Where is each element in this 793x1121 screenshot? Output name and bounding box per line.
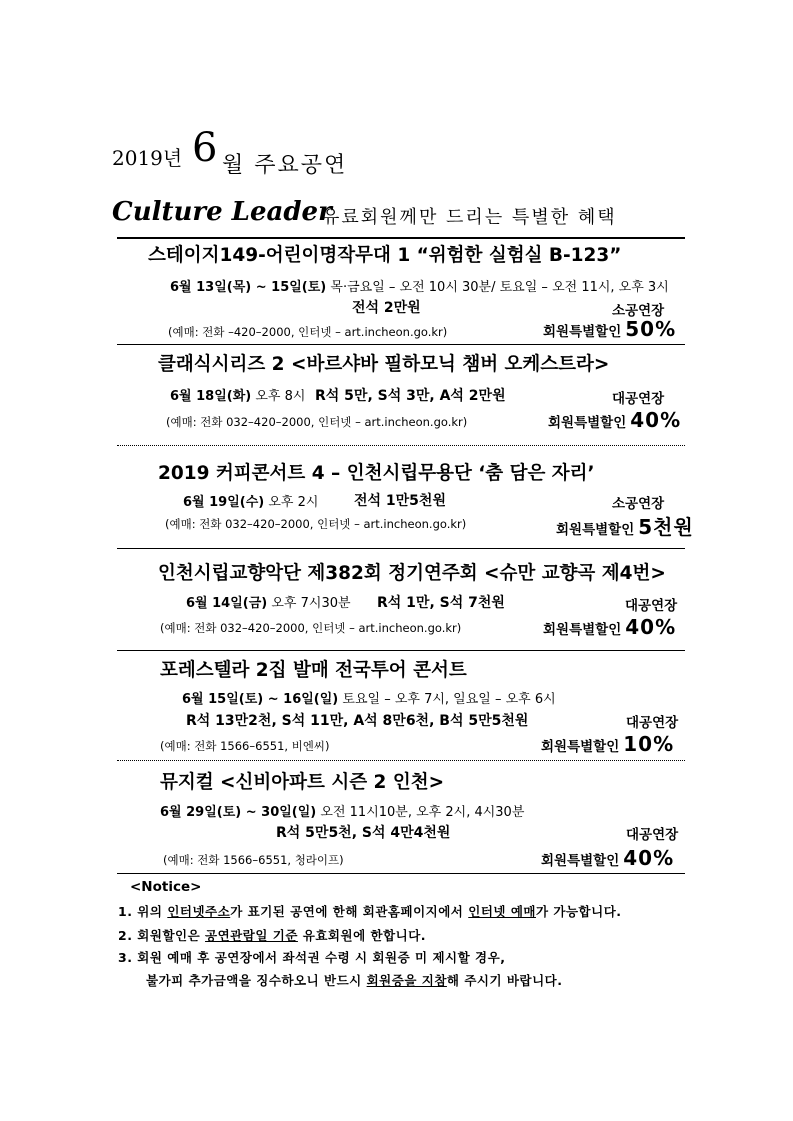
member-discount [541, 846, 674, 870]
discount-label: 회원특별할인 [541, 739, 620, 755]
event-date: 6월 18일(화) [170, 389, 252, 404]
event-divider [117, 650, 685, 651]
event-divider [117, 873, 685, 874]
event-price: 전석 2만원 [352, 300, 421, 316]
member-discount [543, 615, 676, 639]
event-time: 토요일 – 오후 7시, 일요일 – 오후 6시 [342, 692, 556, 707]
notice-text: 1. 위의 [118, 904, 168, 919]
notice-text: 2. 회원할인은 [118, 928, 206, 943]
event-time: 오후 7시30분 [271, 596, 351, 611]
event-contact: (예매: 전화 032–420–2000, 인터넷 – art.incheon.go.kr) [165, 517, 467, 531]
notice-line-3: 3. 회원 예매 후 공연장에서 좌석권 수령 시 회원증 미 제시할 경우, [118, 950, 506, 965]
notice-emphasis: 인터넷주소 [167, 904, 231, 919]
discount-value: 40% [623, 846, 675, 870]
event-contact: (예매: 전화 1566–6551, 청라이프) [163, 853, 344, 867]
event-date: 6월 15일(토) ~ 16일(일) [182, 692, 339, 707]
event-time: 오전 11시10분, 오후 2시, 4시30분 [320, 805, 525, 820]
event-date: 6월 19일(수) [183, 495, 265, 510]
event-divider [117, 548, 685, 549]
event-date: 6월 29일(토) ~ 30일(일) [160, 805, 317, 820]
tagline: 유료회원께만 드리는 특별한 혜택 [322, 207, 617, 228]
discount-value: 5천원 [638, 515, 694, 539]
event-schedule [170, 385, 305, 404]
notice-text: 가 표기된 공연에 한해 회관홈페이지에서 [230, 904, 469, 919]
discount-label: 회원특별할인 [541, 853, 620, 869]
notice-emphasis: 인터넷 예매 [468, 904, 536, 919]
discount-value: 50% [625, 317, 677, 341]
event-venue: 대공연장 [626, 715, 679, 731]
event-schedule [170, 276, 669, 295]
member-discount [543, 317, 676, 341]
event-title: 포레스텔라 2집 발매 전국투어 콘서트 [160, 660, 467, 681]
member-discount [556, 511, 694, 540]
event-time: 오후 2시 [268, 495, 319, 510]
page-title: 월 주요공연 [222, 153, 348, 178]
event-venue: 대공연장 [612, 391, 665, 407]
event-time: 오후 8시 [255, 389, 306, 404]
event-title: 스테이지149-어린이명작무대 1 “위험한 실험실 B-123” [148, 245, 622, 266]
discount-label: 회원특별할인 [543, 324, 622, 340]
event-schedule [160, 801, 524, 820]
notice-text: 가 가능합니다. [535, 904, 622, 919]
event-price: R석 1만, S석 7천원 [377, 595, 505, 611]
member-discount [548, 408, 681, 432]
notice-text: 해 주시기 바랍니다. [446, 973, 563, 988]
discount-value: 40% [630, 408, 682, 432]
event-price: R석 5만5천, S석 4만4천원 [276, 825, 451, 841]
notice-emphasis: 회원증을 지참 [366, 973, 447, 988]
event-divider [117, 445, 685, 446]
event-venue: 대공연장 [626, 827, 679, 843]
brand-name: Culture Leader [112, 197, 332, 227]
event-divider [117, 760, 685, 761]
event-title: 클래식시리즈 2 <바르샤바 필하모닉 챔버 오케스트라> [158, 354, 610, 375]
event-contact: (예매: 전화 032–420–2000, 인터넷 – art.incheon.go.kr) [160, 621, 462, 635]
event-date: 6월 14일(금) [186, 596, 268, 611]
event-contact: (예매: 전화 1566–6551, 비엔씨) [160, 739, 330, 753]
notice-heading: <Notice> [130, 879, 202, 895]
event-contact: (예매: 전화 –420–2000, 인터넷 – art.incheon.go.kr) [168, 325, 448, 339]
year-label: 2019년 [112, 146, 183, 170]
event-schedule [182, 688, 556, 707]
notice-line-2 [118, 926, 426, 944]
event-schedule [183, 491, 318, 510]
event-price: R석 5만, S석 3만, A석 2만원 [315, 388, 506, 404]
notice-emphasis: 공연관람일 기준 [205, 928, 298, 943]
event-divider [117, 344, 685, 345]
event-title: 2019 커피콘서트 4 – 인천시립무용단 ‘춤 담은 자리’ [158, 463, 595, 484]
event-date: 6월 13일(목) ~ 15일(토) [170, 280, 327, 295]
discount-value: 10% [623, 732, 675, 756]
event-contact: (예매: 전화 032–420–2000, 인터넷 – art.incheon.go.kr) [166, 415, 468, 429]
event-price: R석 13만2천, S석 11만, A석 8만6천, B석 5만5천원 [186, 713, 529, 729]
discount-label: 회원특별할인 [548, 415, 627, 431]
discount-label: 회원특별할인 [543, 622, 622, 638]
event-venue: 대공연장 [625, 598, 678, 614]
notice-line-1 [118, 902, 622, 920]
notice-line-4 [146, 971, 562, 989]
discount-label: 회원특별할인 [556, 522, 635, 538]
month-number: 6 [192, 125, 218, 171]
discount-value: 40% [625, 615, 677, 639]
notice-text: 불가피 추가금액을 징수하오니 반드시 [146, 973, 367, 988]
header-divider [117, 237, 685, 239]
event-venue: 소공연장 [612, 496, 665, 512]
notice-text: 유효회원에 한합니다. [297, 928, 427, 943]
event-title: 뮤지컬 <신비아파트 시즌 2 인천> [160, 772, 445, 793]
event-venue: 소공연장 [612, 303, 665, 319]
member-discount [541, 732, 674, 756]
event-schedule [186, 592, 351, 611]
event-price: 전석 1만5천원 [354, 493, 446, 509]
event-title: 인천시립교향악단 제382회 정기연주회 <슈만 교향곡 제4번> [158, 563, 666, 584]
event-time: 목·금요일 – 오전 10시 30분/ 토요일 – 오전 11시, 오후 3시 [330, 280, 669, 295]
